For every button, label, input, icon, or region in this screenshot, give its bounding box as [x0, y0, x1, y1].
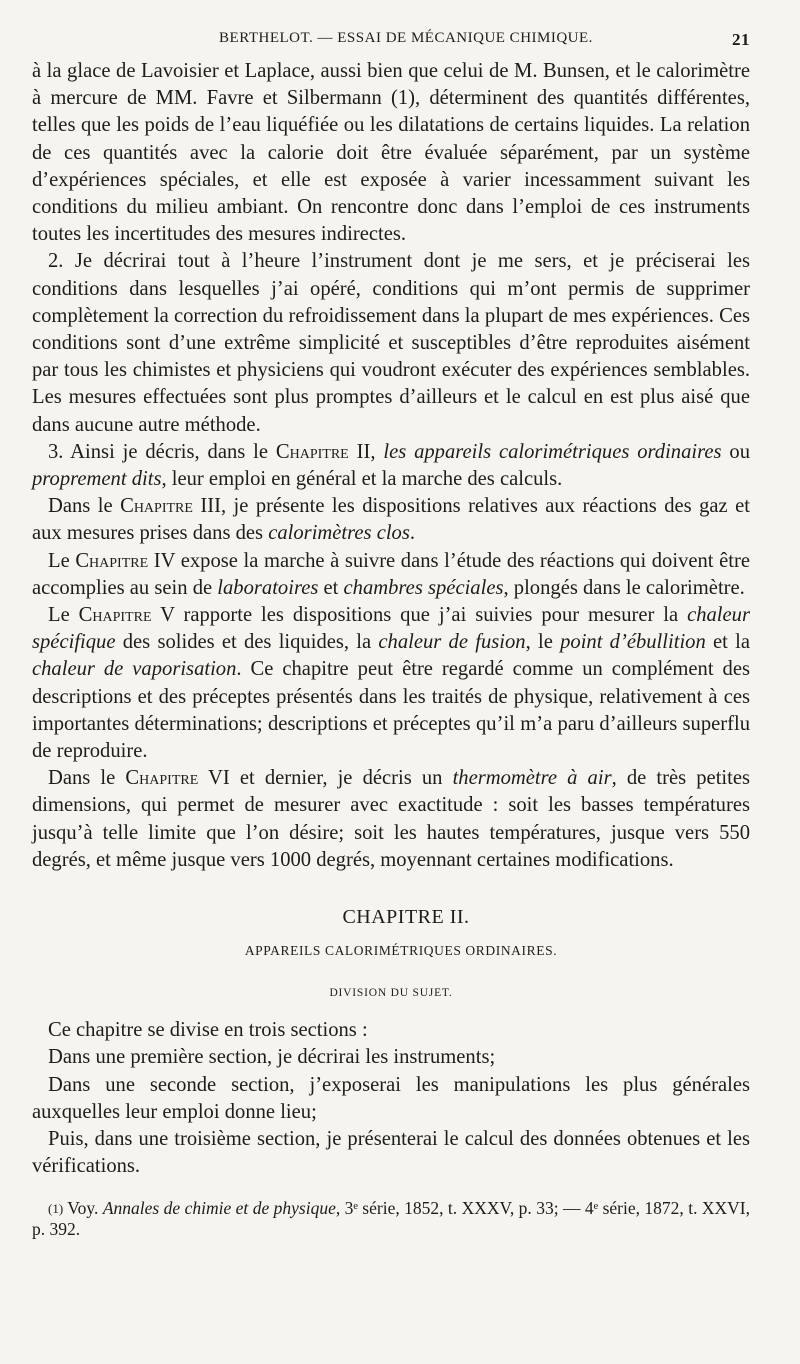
chapter-ref: Chapitre: [75, 549, 149, 572]
chapter-ref: Chapitre: [120, 495, 193, 518]
paragraph-chapter-5: Le Chapitre V rapporte les dispositions que j’ai suivies pour mesurer la chaleur spécifique des solides et des liquides, la chaleur de fusion, le point d’ébullition et la chaleur de vaporisation. Ce chapitre peut être regardé comme un complément des descriptions et des préceptes présentés dans les traités de physique, relativement à ces importantes déterminations; descriptions et préceptes qu’il m’a paru d’ailleurs superflu de reproduire.: [32, 604, 750, 763]
emphasis: les appareils calorimétriques ordinaires: [383, 440, 722, 463]
chapter-ref: Chapitre: [78, 604, 152, 627]
emphasis: calorimètres clos: [268, 522, 410, 545]
emphasis: chaleur de vaporisation: [32, 658, 237, 681]
chapter-subtitle: APPAREILS CALORIMÉTRIQUES ORDINAIRES.: [244, 943, 558, 959]
emphasis: point d’ébullition: [560, 631, 706, 654]
footnote-mark: (1): [48, 1201, 64, 1217]
paragraph-chapter-3: Dans le Chapitre III, je présente les dispositions relatives aux réactions des gaz et aux mesures prises dans des calorimètres clos.: [32, 495, 751, 545]
chapter-ref: Chapitre: [125, 767, 199, 790]
running-head-title: BERTHELOT. — ESSAI DE MÉCANIQUE CHIMIQUE.: [219, 30, 593, 46]
chapter-title: CHAPITRE II.: [342, 906, 470, 929]
emphasis: proprement dits: [32, 468, 162, 491]
page-number: 21: [732, 30, 750, 49]
emphasis: thermomètre à air: [452, 767, 612, 790]
emphasis: chambres spéciales: [343, 576, 504, 599]
division-section-2: Dans une seconde section, j’exposerai les manipulations les plus générales auxquelles leur emploi donne lieu;: [32, 1073, 750, 1123]
footnote: [32, 1198, 750, 1240]
chapter-ref: Chapitre: [275, 440, 349, 463]
footnote-spacer: [32, 1180, 750, 1198]
paragraph-intro: à la glace de Lavoisier et Laplace, aussi bien que celui de M. Bunsen, et le calorimètre à mercure de MM. Favre et Silbermann (1), déterminent des quantités différentes, telles que les poids de l’eau liquéfiée ou les dilatations de certains liquides. La relation de ces quantités avec la calorie doit être évaluée séparément, par un système d’expériences spéciales, et elle est exposée à varier incessamment suivant les conditions du milieu ambiant. On rencontre donc dans l’emploi de ces instruments toutes les incertitudes des mesures indirectes.: [32, 60, 750, 246]
emphasis: Annales de chimie et de physique: [102, 1198, 336, 1219]
emphasis: chaleur de fusion: [378, 631, 526, 654]
footnote-text: $^{(1)}$ Voy. Annales de chimie et de physique, 3ᵉ série, 1852, t. XXXV, p. 33; — 4ᵉ série, 1872, t. XXVI, p. 392.: [32, 1198, 750, 1240]
paragraph-2: 2. Je décrirai tout à l’heure l’instrument dont je me sers, et je préciserai les conditions dans lesquelles j’ai opéré, conditions qui m’ont permis de supprimer complètement la correction du refroidissement dans la plupart de mes expériences. Ces conditions sont d’une extrême simplicité et susceptibles d’être reproduites aisément par tous les chimistes et physiciens qui voudront exécuter des expériences semblables. Les mesures effectuées sont plus promptes d’ailleurs et le calcul en est plus aisé que dans aucune autre méthode.: [32, 250, 750, 436]
paragraph-chapter-4: Le Chapitre IV expose la marche à suivre dans l’étude des réactions qui doivent être accomplies au sein de laboratoires et chambres spéciales, plongés dans le calorimètre.: [32, 549, 750, 599]
division-section-3: Puis, dans une troisième section, je présenterai le calcul des données obtenues et les vérifications.: [32, 1127, 750, 1178]
division-intro: Ce chapitre se divise en trois sections :: [48, 1019, 368, 1042]
paragraph-chapter-6: Dans le Chapitre VI et dernier, je décris un thermomètre à air, de très petites dimensions, qui permet de mesurer avec exactitude : soit les basses températures jusqu’à telle limite que l’on désire; soit les hautes températures, jusque vers 550 degrés, et même jusque vers 1000 degrés, moyennant certaines modifications.: [32, 767, 751, 871]
division-section-1: Dans une première section, je décrirai les instruments;: [48, 1046, 496, 1069]
main-text: [32, 58, 750, 874]
paragraph-3: 3. Ainsi je décris, dans le Chapitre II, les appareils calorimétriques ordinaires ou proprement dits, leur emploi en général et la marche des calculs.: [32, 440, 750, 491]
division-text: [32, 1017, 750, 1180]
running-head: [32, 30, 750, 58]
section-heading: DIVISION DU SUJET.: [329, 987, 453, 1000]
emphasis: laboratoires: [217, 576, 319, 599]
emphasis: chaleur spécifique: [32, 604, 750, 654]
